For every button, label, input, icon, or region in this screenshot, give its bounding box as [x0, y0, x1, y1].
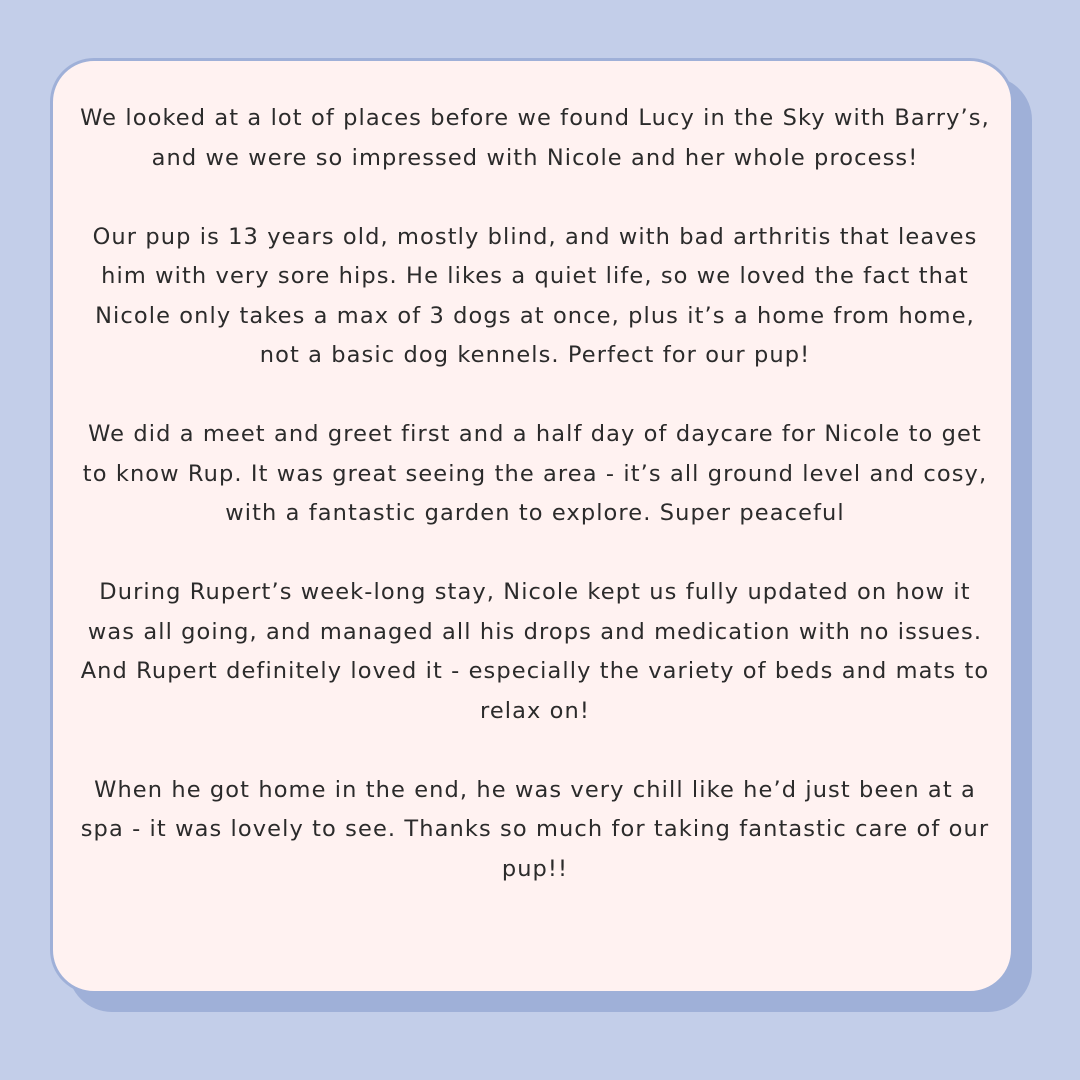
testimonial-paragraph-1: We looked at a lot of places before we found Lucy in the Sky with Barry’s, and we were so impressed with Nicole and her whole process! — [80, 105, 990, 171]
testimonial-paragraph-3: We did a meet and greet first and a half day of daycare for Nicole to get to know Rup. It was great seeing the area - it’s all ground level and cosy, with a fantastic garden to explore. Super peaceful — [82, 421, 988, 526]
testimonial-text — [79, 99, 991, 889]
testimonial-paragraph-2: Our pup is 13 years old, mostly blind, and with bad arthritis that leaves him with very sore hips. He likes a quiet life, so we loved the fact that Nicole only takes a max of 3 dogs at once, plus it’s a home from home, not a basic dog kennels. Perfect for our pup! — [92, 223, 978, 368]
testimonial-paragraph-5: When he got home in the end, he was very chill like he’d just been at a spa - it was lovely to see. Thanks so much for taking fantastic care of our pup!! — [80, 776, 990, 882]
testimonial-card — [50, 58, 1014, 994]
testimonial-paragraph-4: During Rupert’s week-long stay, Nicole kept us fully updated on how it was all going, and managed all his drops and medication with no issues. And Rupert definitely loved it - especially the variety of beds and mats to relax on! — [80, 579, 990, 724]
